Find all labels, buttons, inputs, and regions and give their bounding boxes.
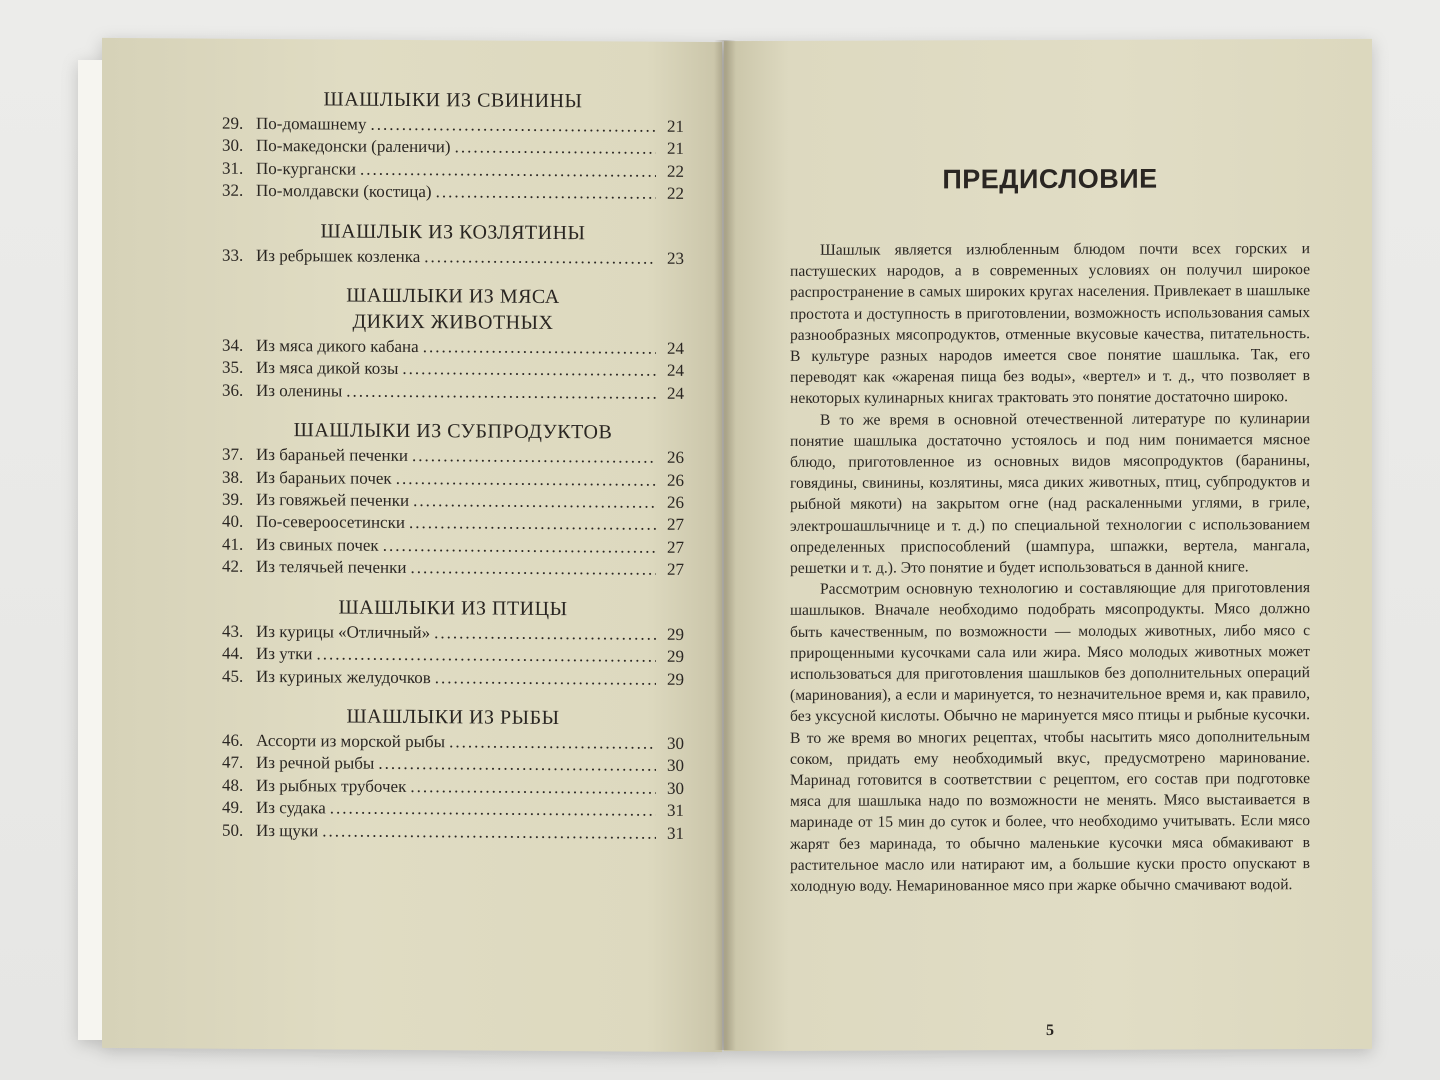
toc-entry-number: 35.: [222, 358, 244, 378]
toc-entry-number: 30.: [222, 136, 244, 156]
toc-entry-page: 27: [667, 537, 684, 557]
open-book: [102, 40, 1372, 1050]
toc-entry-number: 40.: [222, 512, 244, 532]
toc-entry-page: 29: [667, 624, 684, 644]
toc-leader-dots: [410, 776, 656, 800]
toc-entry-title: По-североосетински: [256, 512, 405, 533]
toc-entry-title: Из свиных почек: [256, 534, 379, 555]
toc-entry-number: 45.: [222, 666, 244, 686]
toc-entry-number: 33.: [222, 245, 244, 265]
toc-entry-number: 36.: [222, 380, 244, 400]
toc-section-heading: ДИКИХ ЖИВОТНЫХ: [352, 310, 554, 335]
toc-entry-page: 24: [667, 338, 684, 358]
toc-entry-page: 22: [667, 183, 684, 204]
toc-entry: [222, 730, 684, 756]
toc-entry: [222, 244, 684, 270]
toc-entry-page: 30: [667, 756, 684, 776]
toc-entry-page: 26: [667, 448, 684, 468]
toc-entry-title: Из ребрышек козленка: [256, 245, 421, 266]
toc-leader-dots: [317, 643, 656, 668]
toc-entry: [222, 466, 684, 492]
toc-entry: [222, 335, 684, 361]
toc-entry-page: 30: [667, 733, 684, 753]
toc-entry-title: Из говяжьей печенки: [256, 489, 410, 511]
toc-section-heading: ШАШЛЫКИ ИЗ РЫБЫ: [346, 705, 560, 729]
toc-section: [222, 704, 684, 845]
toc-leader-dots: [455, 137, 656, 161]
toc-leader-dots: [322, 820, 656, 845]
toc-section: [222, 283, 684, 405]
toc-entry-page: 21: [667, 116, 684, 136]
toc-entry: [222, 511, 684, 537]
toc-entry: [222, 534, 684, 560]
toc-leader-dots: [346, 380, 656, 405]
toc-leader-dots: [402, 358, 656, 382]
toc-leader-dots: [424, 246, 656, 270]
toc-leader-dots: [435, 667, 656, 691]
toc-entry-page: 29: [667, 646, 684, 666]
toc-leader-dots: [409, 512, 656, 536]
toc-leader-dots: [411, 557, 657, 581]
toc-entry-number: 48.: [222, 775, 244, 795]
toc-entry-title: Из щуки: [256, 820, 319, 840]
toc-leader-dots: [360, 158, 656, 182]
toc-entry-number: 49.: [222, 797, 244, 817]
toc-entry-title: По-домашнему: [256, 113, 367, 134]
toc-entry-title: Из речной рыбы: [256, 753, 375, 774]
toc-entry-page: 24: [667, 361, 684, 381]
toc-entry-number: 47.: [222, 752, 244, 773]
toc-entry-number: 38.: [222, 467, 244, 487]
toc-entry-title: По-македонски (раленичи): [256, 136, 451, 157]
toc-entry-page: 26: [667, 492, 684, 512]
toc-leader-dots: [330, 798, 656, 823]
toc-entry-title: Из куриных желудочков: [256, 666, 431, 687]
toc-entry: [222, 135, 684, 161]
toc-entry-page: 30: [667, 778, 684, 798]
toc-entry-title: Из мяса дикого кабана: [256, 335, 419, 357]
toc-leader-dots: [396, 468, 656, 492]
toc-entry: [222, 752, 684, 778]
toc-leader-dots: [413, 490, 656, 514]
toc-entry: [222, 665, 684, 691]
toc-entry-number: 50.: [222, 820, 244, 840]
left-page: [102, 38, 722, 1052]
toc-entry: [222, 819, 684, 845]
right-page: [724, 39, 1372, 1051]
toc-leader-dots: [423, 336, 656, 360]
toc-entry-title: Из мяса дикой козы: [256, 358, 399, 379]
toc-entry-number: 44.: [222, 643, 244, 663]
toc-entry-number: 34.: [222, 335, 244, 355]
page-number: 5: [1046, 1021, 1054, 1040]
toc-section: [222, 218, 684, 270]
toc-entry-title: Из телячьей печенки: [256, 557, 407, 578]
toc-entry: [222, 797, 684, 823]
toc-entry-number: 42.: [222, 556, 244, 577]
preface-paragraph: В то же время в основной отечественной литературе по кулинарии понятие шашлыка достаточно устоялось и под ним понимается мясное блюдо, приготовленное из основных видов мясопродуктов (баранины, говядины, свинины, козлятины, мяса диких животных, птиц, субпродуктов и рыбной мякоти) на закрытом огне (над раскаленными углями, в гриле, электрошашлычнице и т. д.) по специальной технологии с использованием определенных приспособлений (шампура, шпажки, вертела, мангала, решетки и т. д.). Это понятие и будет использоваться в данной книге.: [790, 409, 1310, 577]
toc-section-heading: ШАШЛЫКИ ИЗ СВИНИНЫ: [323, 88, 583, 113]
toc-entry-title: Из курицы «Отличный»: [256, 621, 431, 642]
toc-leader-dots: [383, 535, 656, 559]
book-edge: [78, 60, 102, 1040]
toc-entry: [222, 774, 684, 800]
toc-leader-dots: [370, 114, 656, 138]
toc-entry: [222, 620, 684, 646]
toc-entry-page: 27: [667, 560, 684, 580]
toc-leader-dots: [436, 181, 656, 205]
toc-entry-page: 26: [667, 470, 684, 490]
toc-leader-dots: [378, 753, 656, 777]
preface-title: ПРЕДИСЛОВИЕ: [942, 163, 1158, 195]
toc-entry-page: 21: [667, 139, 684, 159]
book-spine: [714, 40, 736, 1050]
toc-entry-number: 37.: [222, 444, 244, 465]
toc-entry-page: 22: [667, 161, 684, 181]
toc-section-heading: ШАШЛЫКИ ИЗ ПТИЦЫ: [338, 596, 568, 620]
toc-leader-dots: [449, 731, 656, 755]
toc-entry-page: 31: [667, 800, 684, 821]
toc-entry-title: Из бараньей печенки: [256, 445, 408, 466]
toc-entry: [222, 157, 684, 183]
toc-entry-number: 29.: [222, 113, 244, 133]
toc-entry-title: Из утки: [256, 644, 313, 664]
toc-entry: [222, 556, 684, 582]
toc-entry-title: По-молдавски (костица): [256, 181, 432, 202]
toc-entry-title: Из оленины: [256, 380, 343, 401]
toc-entry-number: 39.: [222, 489, 244, 509]
toc-section-heading: ШАШЛЫКИ ИЗ СУБПРОДУКТОВ: [293, 419, 613, 444]
toc-leader-dots: [434, 622, 656, 646]
toc-section-heading: ШАШЛЫК ИЗ КОЗЛЯТИНЫ: [320, 219, 586, 244]
toc-entry-page: 27: [667, 515, 684, 535]
toc-entry-number: 43.: [222, 621, 244, 641]
preface-paragraph: Шашлык является излюбленным блюдом почти всех горских и пастушеских народов, а в современных условиях он получил широкое распространение в самых широких кругах населения. Привлекает в шашлыке простота и доступность в приготовлении, возможность использования самых разнообразных мясопродуктов, отменные вкусовые качества, питательность. В культуре разных народов имеется свое понятие шашлыка. Так, его переводят как «жареная пища без воды», «вертел» и т. д., что позволяет в некоторых кулинарных книгах трактовать это понятие достаточно широко.: [790, 240, 1310, 408]
toc-entry-number: 31.: [222, 158, 244, 178]
toc-entry-page: 29: [667, 669, 684, 689]
toc-section: [222, 87, 684, 206]
toc-section-heading: ШАШЛЫКИ ИЗ МЯСА: [346, 284, 560, 309]
toc-entry-title: По-кургански: [256, 158, 356, 179]
toc-entry-number: 41.: [222, 534, 244, 554]
toc-entry-number: 32.: [222, 180, 244, 201]
toc-entry-title: Из рыбных трубочек: [256, 775, 407, 796]
toc-entry-page: 23: [667, 248, 684, 268]
toc-entry-title: Ассорти из морской рыбы: [256, 730, 446, 752]
toc-entry: [222, 180, 684, 206]
toc-entry: [222, 380, 684, 406]
table-of-contents: [222, 87, 684, 861]
toc-entry: [222, 444, 684, 470]
preface-paragraph: Рассмотрим основную технологию и составляющие для приготовления шашлыков. Вначале необходимо подобрать мясопродукты. Мясо должно быть качественным, по возможности — молодых животных, либо мясо с прирощенными кусочками сала или жира. Мясо молодых животных может использоваться для приготовления шашлыков без дополнительных операций (маринования), а если и маринуется, то незначительное время и, как правило, без уксусной кислоты. Обычно не маринуется мясо птицы и рыбные кусочки. В то же время во многих рецептах, чтобы насытить мясо дополнительным соком, придать ему необходимый вкус, предусмотрено маринование. Маринад готовится в соответствии с рецептом, его состав при подготовке мяса для шашлыка надо по возможности не менять. Мясо выстаивается в маринаде от 15 мин до суток и более, что необходимо учитывать. Если мясо жарят без маринада, то обычно маленькие кусочки мяса обмакивают в растительное масло или натирают им, а большие куски просто опускают в холодную воду. Немаринованное мясо при жарке обычно смачивают водой.: [790, 579, 1310, 895]
preface: [790, 163, 1310, 1040]
toc-entry-number: 46.: [222, 730, 244, 750]
toc-entry-page: 24: [667, 383, 684, 403]
toc-entry: [222, 643, 684, 669]
toc-leader-dots: [412, 445, 656, 469]
toc-entry-title: Из судака: [256, 798, 326, 818]
toc-entry: [222, 489, 684, 515]
toc-entry-page: 31: [667, 823, 684, 843]
toc-entry-title: Из бараньих почек: [256, 467, 392, 488]
toc-entry: [222, 113, 684, 139]
toc-section: [222, 418, 684, 582]
toc-section: [222, 594, 684, 690]
toc-entry: [222, 357, 684, 383]
